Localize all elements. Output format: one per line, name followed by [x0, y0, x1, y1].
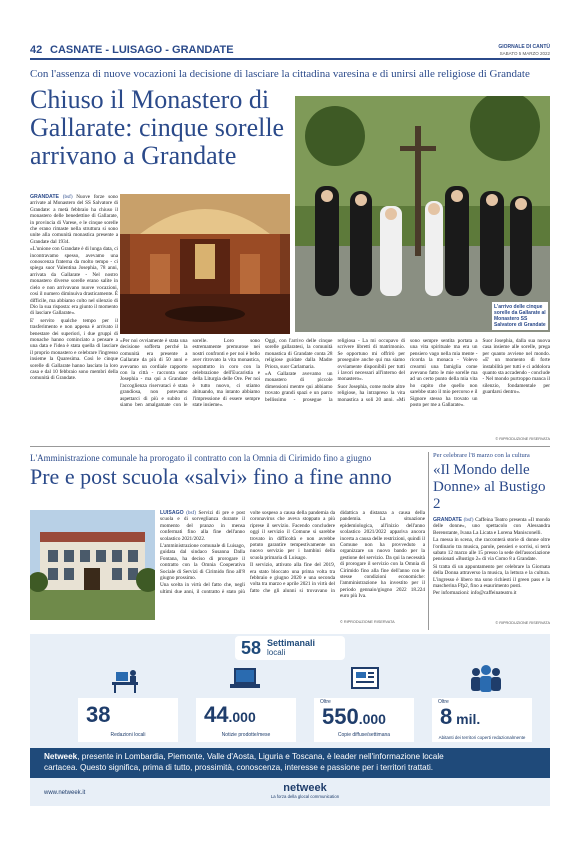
article1-para-6: Suor Josephia, come molte altre religiose, ha intrapreso la vita monastica a soli 20 anni. «Mi sono sempre sentita portata a una vita spirituale ma era un pensiero vago nella mia mente - ricorda la monaca - Volevo crearmi una famiglia come avevano fatto le mie sorelle ma ad un certo punto della mia vita ho capito che quello non sarebbe stato il mio percorso e il Signore stesso ha trovato un posto per me a Gallarate». [337, 338, 478, 409]
school-building-photo [30, 510, 155, 620]
article1-para-7: Suor Josephia, dalla sua nuova casa insieme alle sorelle, prega per quanto avviene nel mondo. «E' un momento di forte instabilità per tutti e ci addolora quanto sta accadendo - conclude - Nel mondo purtroppo manca il silenzio, fondamentale per guardarsi dentro». [482, 338, 550, 396]
article2-para-2: Una scelta in virtù del fatto che, negli ultimi due anni, il contratto è stato più volte sospeso a causa della pandemia da coronavirus che aveva stoppato a più riprese il servizio. Facendo concludere oggi il servizio il Comune si sarebbe trovato in difficoltà e non avrebbe potuto garantire tempestivamente un nuovo servizio per i bambini della scuola primaria di Luisago. [160, 510, 335, 595]
article1-para-2: E' servito qualche tempo per il trasferimento e non appena è arrivato il benestare dei superiori, i due gruppi di monache hanno cominciato a pensare a una data e l'idea è stata quella di lasciare il proprio monastero e celebrare l'ingresso insieme la Quaresima. Così le cinque sorelle di Gallarate hanno lasciato la loro casa e dal 10 febbraio sono membri della comunità di Grandate. [30, 317, 118, 382]
stat-4-prefix: Oltre [438, 699, 449, 705]
people-group-icon [466, 664, 506, 699]
netweek-logo [260, 782, 350, 804]
article1-body-col1 [30, 194, 118, 434]
article1-body-rest [120, 338, 550, 438]
ad-title-line2: locali [267, 648, 286, 657]
article3-para-0: Caffeina Teatro presenta «Il mondo delle donne», uno spettacolo con Alessandra Berenstante, Ivana La Licata e Lorena Manisconelli. [433, 517, 550, 536]
stat-3-value: 550.000 [322, 704, 386, 729]
divider-1 [30, 446, 550, 447]
article3-para-1: La messa in scena, che racconterà storie di donne oltre l'ordinario tra musica, parole, pensieri e sorrisi, si terrà sabato 12 marzo alle 15 presso la sede dell'associazione pensionati «Bustigo 2» di via Como 8 a Grandate. [433, 537, 550, 563]
netweek-ad [30, 634, 550, 806]
article3-para-3: Per informazioni: info@caffeinateatro.it [433, 590, 517, 597]
article2-kicker: L'Amministrazione comunale ha prorogato il contratto con la Omnia di Cirimido fino a giugno [30, 453, 372, 463]
ad-text-band [30, 748, 550, 778]
article2-repro: © RIPRODUZIONE RISERVATA [340, 620, 395, 624]
article3-box [428, 452, 550, 630]
ad-text-line1: Netweek, presente in Lombardia, Piemonte, Valle d'Aosta, Liguria e Toscana, è leader nell'informazione locale [44, 752, 444, 761]
stat-2-value: 44.000 [204, 702, 256, 727]
desk-person-icon [108, 664, 142, 699]
logo-wordmark: netweek [283, 782, 327, 794]
stat-box-2 [196, 698, 296, 742]
stat-3-prefix: Oltre [320, 699, 331, 705]
article2-body [160, 510, 425, 622]
article1-para-5: «A Gallarate avevamo un monastero di piccole dimensioni mentre qui abbiamo trovato grandi spazi e un parco bellissimo - prosegue la religiosa - La mi occupavo di scrivere libretti di matrimonio. Se opportuno mi offrirò per proseguire anche qui ma siamo ovviamente disponibili per tutti i lavori necessari all'interno del monastero». [265, 338, 405, 403]
stat-box-3 [314, 698, 414, 742]
article3-repro: © RIPRODUZIONE RISERVATA [495, 621, 550, 625]
article2-para-3: Il servizio, attivato alla fine del 2019, era stato bloccato una prima volta tra febbraio e giugno 2020 e una seconda volta tra marzo e aprile 2021 in virtù del fatto che gli alunni si trovavano in didattica a distanza a causa della pandemia. La situazione epidemiologica, all'inizio dell'anno scolastico 2021/2022 appariva ancora incerta a causa delle restrizioni, quindi il Comune non ha provveduto a organizzare un nuovo bando per la gestione del servizio. Da qui la necessità di prorogare il servizio con la Omnia di Cirimido fino alla fine dell'anno con le stesse condizioni economiche: l'amministrazione ha investito per il periodo gennaio/giugno 2022 18.224 euro più Iva. [250, 510, 425, 600]
article2-para-1: L'amministrazione comunale di Luisago, guidata dal sindaco Susanna Dalla Fontana, ha deciso di prorogare il contratto con la Omnia Cooperativa Sociale di Servizi di Cirimido fino all'8 giugno prossimo. [160, 543, 245, 582]
section-title: CASNATE - LUISAGO - GRANDATE [50, 44, 234, 56]
stat-box-4 [432, 698, 532, 742]
stat-1-value: 38 [86, 702, 111, 727]
ad-title-line1: Settimanali [267, 638, 316, 648]
article1-para-4: Oggi, con l'arrivo delle cinque sorelle gallaratesi, la comunità monastica di Grandate conta 28 religiose guidate dalla Madre Priora, suor Carlamaria. [265, 338, 333, 370]
photo-caption: L'arrivo delle cinque sorelle da Gallarate al Monastero SS Salvatore di Grandate [492, 302, 548, 330]
article3-byline: (bsf) [463, 517, 474, 523]
article1-repro: © RIPRODUZIONE RISERVATA [495, 437, 550, 441]
header-rule [30, 58, 550, 60]
stat-4-value: 8 mil. [440, 704, 481, 729]
ad-big-number: 58 [241, 638, 262, 658]
ad-website-link[interactable]: www.netweek.it [44, 790, 86, 796]
article2-byline: (bsf) [186, 510, 196, 516]
newspaper-icon [348, 666, 382, 697]
issue-date: SABATO 5 MARZO 2022 [499, 51, 550, 56]
article3-headline: «Il Mondo delle Donne» al Bustigo 2 [433, 462, 546, 512]
article3-para-2: Si tratta di un appuntamento per celebrare la Giornata della Donna attraverso la musica, la lettura e la cultura. L'ingresso è libero ma sono richiesti il green pass e la mascherina Ffp2, fino a esaurimento posti. [433, 563, 550, 590]
article3-kicker: Per celebrare l'8 marzo con la cultura [433, 452, 530, 459]
ad-text-line2: cartacea. Questo significa, prima di tutto, prossimità, conoscenza, interesse e passione per i territori trattati. [44, 762, 434, 772]
article3-dateline: GRANDATE [433, 517, 463, 523]
article1-para-0: Nuove forze sono arrivate al Monastero del SS Salvatore di Grandate: a metà febbraio ha chiuso il monastero delle benedettine di Gallarate, in provincia di Varese, e le cinque sorelle che erano rimaste nella struttura si sono unite alla comunità monastica presente a Grandate dal 1934. [30, 194, 118, 245]
church-interior-photo [120, 194, 290, 334]
article2-headline: Pre e post scuola «salvi» fino a fine anno [30, 464, 392, 489]
laptop-icon [228, 666, 262, 697]
article1-byline: (bsf) [62, 194, 73, 200]
article1-dateline: GRANDATE [30, 194, 60, 200]
stat-box-1 [78, 698, 178, 742]
article1-headline: Chiuso il Monastero di Gallarate: cinque sorelle arrivano a Grandate [30, 85, 285, 170]
article3-body [433, 517, 550, 621]
article1-kicker: Con l'assenza di nuove vocazioni la decisione di lasciare la cittadina varesina e di unirsi alle religiose di Grandate [30, 68, 530, 80]
article2-para-0: Servizi di pre e post scuola e di sorveglianza durante il momento del pranzo in mensa confermati fino alla fine dell'anno scolastico 2021/2022. [160, 510, 246, 542]
nuns-group-photo [295, 96, 550, 332]
stat-3-label: Copie diffuse/settimana [337, 732, 391, 738]
article2-dateline: LUISAGO [160, 510, 184, 516]
stat-2-label: Notizie prodotte/mese [221, 732, 271, 738]
page-header [30, 44, 550, 58]
article1-para-3: «Per noi ovviamente è stata una decisione sofferta perché la comunità era presente a Gallarate da più di 50 anni e avevamo un cordiale rapporto con la città - racconta suor Josephia - ma qui a Grandate l'accoglienza riservataci è stata grandiosa, non potevamo aspettarci di più e subito ci siamo ben amalgamate con le sorelle. Loro sono estremamente premurose nei nostri confronti e per noi è bello aver ritrovato la vita monastica, soprattutto in coro con la celebrazione dell'Eucaristia e della Liturgia delle Ore. Per noi è tutto nuovo, ci stiamo abituando, ma intanto abbiamo l'impressione di essere sempre state insieme». [120, 338, 260, 409]
paper-name: GIORNALE DI CANTÙ [498, 44, 550, 50]
stat-1-label: Redazioni locali [110, 732, 146, 738]
stat-4-label: Abitanti dei territori coperti redazionalmente [438, 735, 526, 740]
logo-tagline: La forza della glocal communication [270, 794, 340, 799]
ad-title [235, 636, 345, 660]
article1-para-1: «L'unione con Grandate è di lunga data, ci incontravamo spesso, avevamo una conoscenza fraterna da molto tempo - ci spiega suor Valentina Josephia, 78 anni, arrivata da Gallarate - Nel nostro monastero diverse sorelle erano salite in cielo e non arrivavano nuove vocazioni, così il numero diminuiva drasticamente. È difficile, ma abbiamo colto nel silenzio di Dio la sua risposta: era giunto il momento di lasciare Gallarate». [30, 246, 118, 317]
page-number: 42 [30, 44, 43, 56]
